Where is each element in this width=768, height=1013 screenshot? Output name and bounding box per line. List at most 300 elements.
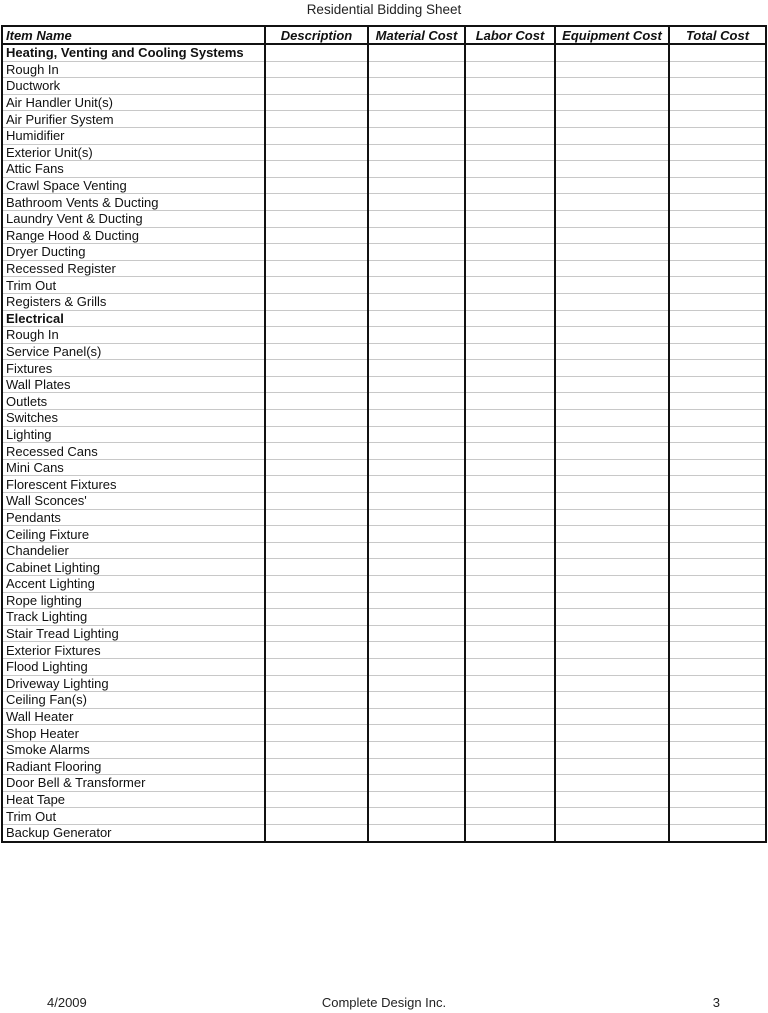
item-name-cell: Humidifier: [2, 127, 265, 144]
labor-cost-cell[interactable]: [465, 775, 555, 792]
equipment-cost-cell[interactable]: [555, 260, 669, 277]
equipment-cost-cell[interactable]: [555, 708, 669, 725]
labor-cost-cell[interactable]: [465, 410, 555, 427]
item-name-cell: Air Purifier System: [2, 111, 265, 128]
item-name-cell: Accent Lighting: [2, 576, 265, 593]
description-cell[interactable]: [265, 244, 368, 261]
equipment-cost-cell[interactable]: [555, 61, 669, 78]
total-cost-cell[interactable]: [669, 194, 766, 211]
labor-cost-cell[interactable]: [465, 592, 555, 609]
total-cost-cell[interactable]: [669, 692, 766, 709]
item-name-cell: Laundry Vent & Ducting: [2, 210, 265, 227]
total-cost-cell[interactable]: [669, 443, 766, 460]
description-cell[interactable]: [265, 791, 368, 808]
labor-cost-cell[interactable]: [465, 78, 555, 95]
equipment-cost-cell[interactable]: [555, 559, 669, 576]
material-cost-cell[interactable]: [368, 161, 465, 178]
labor-cost-cell[interactable]: [465, 161, 555, 178]
total-cost-cell[interactable]: [669, 559, 766, 576]
labor-cost-cell[interactable]: [465, 708, 555, 725]
equipment-cost-cell[interactable]: [555, 692, 669, 709]
description-cell[interactable]: [265, 194, 368, 211]
total-cost-cell[interactable]: [669, 393, 766, 410]
labor-cost-cell[interactable]: [465, 509, 555, 526]
footer-page-number: 3: [712, 995, 720, 1010]
table-row: [2, 210, 766, 227]
equipment-cost-cell[interactable]: [555, 791, 669, 808]
total-cost-cell[interactable]: [669, 310, 766, 327]
equipment-cost-cell[interactable]: [555, 609, 669, 626]
material-cost-cell[interactable]: [368, 111, 465, 128]
equipment-cost-cell[interactable]: [555, 443, 669, 460]
total-cost-cell[interactable]: [669, 642, 766, 659]
equipment-cost-cell[interactable]: [555, 44, 669, 61]
material-cost-cell[interactable]: [368, 775, 465, 792]
material-cost-cell[interactable]: [368, 675, 465, 692]
material-cost-cell[interactable]: [368, 244, 465, 261]
labor-cost-cell[interactable]: [465, 327, 555, 344]
equipment-cost-cell[interactable]: [555, 493, 669, 510]
material-cost-cell[interactable]: [368, 791, 465, 808]
total-cost-cell[interactable]: [669, 459, 766, 476]
material-cost-cell[interactable]: [368, 741, 465, 758]
material-cost-cell[interactable]: [368, 227, 465, 244]
item-name-cell: Heating, Venting and Cooling Systems: [2, 44, 265, 61]
total-cost-cell[interactable]: [669, 144, 766, 161]
description-cell[interactable]: [265, 177, 368, 194]
item-name-cell: Chandelier: [2, 542, 265, 559]
equipment-cost-cell[interactable]: [555, 161, 669, 178]
table-row: [2, 443, 766, 460]
labor-cost-cell[interactable]: [465, 791, 555, 808]
item-name-cell: Stair Tread Lighting: [2, 625, 265, 642]
total-cost-cell[interactable]: [669, 741, 766, 758]
labor-cost-cell[interactable]: [465, 144, 555, 161]
total-cost-cell[interactable]: [669, 658, 766, 675]
table-row: [2, 376, 766, 393]
equipment-cost-cell[interactable]: [555, 177, 669, 194]
material-cost-cell[interactable]: [368, 509, 465, 526]
total-cost-cell[interactable]: [669, 360, 766, 377]
total-cost-cell[interactable]: [669, 227, 766, 244]
item-name-cell: Attic Fans: [2, 161, 265, 178]
table-row: [2, 509, 766, 526]
labor-cost-cell[interactable]: [465, 343, 555, 360]
material-cost-cell[interactable]: [368, 542, 465, 559]
description-cell[interactable]: [265, 559, 368, 576]
table-row: [2, 293, 766, 310]
description-cell[interactable]: [265, 592, 368, 609]
description-cell[interactable]: [265, 642, 368, 659]
material-cost-cell[interactable]: [368, 658, 465, 675]
item-name-cell: Mini Cans: [2, 459, 265, 476]
labor-cost-cell[interactable]: [465, 459, 555, 476]
table-row: [2, 260, 766, 277]
item-name-cell: Wall Heater: [2, 708, 265, 725]
total-cost-cell[interactable]: [669, 758, 766, 775]
material-cost-cell[interactable]: [368, 758, 465, 775]
labor-cost-cell[interactable]: [465, 642, 555, 659]
description-cell[interactable]: [265, 111, 368, 128]
total-cost-cell[interactable]: [669, 210, 766, 227]
material-cost-cell[interactable]: [368, 476, 465, 493]
labor-cost-cell[interactable]: [465, 625, 555, 642]
equipment-cost-cell[interactable]: [555, 741, 669, 758]
labor-cost-cell[interactable]: [465, 443, 555, 460]
table-row: [2, 127, 766, 144]
description-cell[interactable]: [265, 161, 368, 178]
material-cost-cell[interactable]: [368, 177, 465, 194]
item-name-cell: Lighting: [2, 426, 265, 443]
column-header-equipment-cost: Equipment Cost: [555, 26, 669, 44]
material-cost-cell[interactable]: [368, 260, 465, 277]
labor-cost-cell[interactable]: [465, 658, 555, 675]
item-name-cell: Driveway Lighting: [2, 675, 265, 692]
equipment-cost-cell[interactable]: [555, 459, 669, 476]
labor-cost-cell[interactable]: [465, 493, 555, 510]
total-cost-cell[interactable]: [669, 61, 766, 78]
equipment-cost-cell[interactable]: [555, 642, 669, 659]
item-name-cell: Wall Sconces': [2, 493, 265, 510]
equipment-cost-cell[interactable]: [555, 725, 669, 742]
material-cost-cell[interactable]: [368, 376, 465, 393]
table-row: [2, 775, 766, 792]
labor-cost-cell[interactable]: [465, 725, 555, 742]
material-cost-cell[interactable]: [368, 708, 465, 725]
table-row: [2, 493, 766, 510]
item-name-cell: Service Panel(s): [2, 343, 265, 360]
description-cell[interactable]: [265, 410, 368, 427]
labor-cost-cell[interactable]: [465, 393, 555, 410]
item-name-cell: Recessed Cans: [2, 443, 265, 460]
total-cost-cell[interactable]: [669, 410, 766, 427]
material-cost-cell[interactable]: [368, 592, 465, 609]
equipment-cost-cell[interactable]: [555, 824, 669, 841]
material-cost-cell[interactable]: [368, 559, 465, 576]
column-header-material-cost: Material Cost: [368, 26, 465, 44]
labor-cost-cell[interactable]: [465, 559, 555, 576]
material-cost-cell[interactable]: [368, 343, 465, 360]
equipment-cost-cell[interactable]: [555, 244, 669, 261]
total-cost-cell[interactable]: [669, 576, 766, 593]
total-cost-cell[interactable]: [669, 161, 766, 178]
labor-cost-cell[interactable]: [465, 194, 555, 211]
equipment-cost-cell[interactable]: [555, 576, 669, 593]
item-name-cell: Air Handler Unit(s): [2, 94, 265, 111]
total-cost-cell[interactable]: [669, 244, 766, 261]
equipment-cost-cell[interactable]: [555, 293, 669, 310]
labor-cost-cell[interactable]: [465, 376, 555, 393]
description-cell[interactable]: [265, 542, 368, 559]
description-cell[interactable]: [265, 94, 368, 111]
description-cell[interactable]: [265, 675, 368, 692]
material-cost-cell[interactable]: [368, 526, 465, 543]
total-cost-cell[interactable]: [669, 824, 766, 841]
equipment-cost-cell[interactable]: [555, 808, 669, 825]
description-cell[interactable]: [265, 509, 368, 526]
item-name-cell: Trim Out: [2, 808, 265, 825]
equipment-cost-cell[interactable]: [555, 658, 669, 675]
material-cost-cell[interactable]: [368, 61, 465, 78]
total-cost-cell[interactable]: [669, 509, 766, 526]
labor-cost-cell[interactable]: [465, 111, 555, 128]
equipment-cost-cell[interactable]: [555, 393, 669, 410]
table-row: [2, 576, 766, 593]
total-cost-cell[interactable]: [669, 791, 766, 808]
labor-cost-cell[interactable]: [465, 824, 555, 841]
description-cell[interactable]: [265, 293, 368, 310]
description-cell[interactable]: [265, 708, 368, 725]
total-cost-cell[interactable]: [669, 476, 766, 493]
labor-cost-cell[interactable]: [465, 576, 555, 593]
material-cost-cell[interactable]: [368, 194, 465, 211]
labor-cost-cell[interactable]: [465, 692, 555, 709]
item-name-cell: Heat Tape: [2, 791, 265, 808]
equipment-cost-cell[interactable]: [555, 526, 669, 543]
equipment-cost-cell[interactable]: [555, 210, 669, 227]
description-cell[interactable]: [265, 526, 368, 543]
labor-cost-cell[interactable]: [465, 741, 555, 758]
table-row: [2, 161, 766, 178]
total-cost-cell[interactable]: [669, 343, 766, 360]
total-cost-cell[interactable]: [669, 327, 766, 344]
total-cost-cell[interactable]: [669, 260, 766, 277]
description-cell[interactable]: [265, 808, 368, 825]
item-name-cell: Door Bell & Transformer: [2, 775, 265, 792]
material-cost-cell[interactable]: [368, 459, 465, 476]
labor-cost-cell[interactable]: [465, 360, 555, 377]
equipment-cost-cell[interactable]: [555, 758, 669, 775]
description-cell[interactable]: [265, 127, 368, 144]
labor-cost-cell[interactable]: [465, 609, 555, 626]
material-cost-cell[interactable]: [368, 78, 465, 95]
description-cell[interactable]: [265, 493, 368, 510]
footer-company: Complete Design Inc.: [321, 995, 447, 1010]
equipment-cost-cell[interactable]: [555, 94, 669, 111]
labor-cost-cell[interactable]: [465, 426, 555, 443]
material-cost-cell[interactable]: [368, 44, 465, 61]
labor-cost-cell[interactable]: [465, 61, 555, 78]
column-header-labor-cost: Labor Cost: [465, 26, 555, 44]
item-name-cell: Outlets: [2, 393, 265, 410]
description-cell[interactable]: [265, 758, 368, 775]
item-name-cell: Trim Out: [2, 277, 265, 294]
table-row: [2, 327, 766, 344]
description-cell[interactable]: [265, 360, 368, 377]
total-cost-cell[interactable]: [669, 426, 766, 443]
description-cell[interactable]: [265, 144, 368, 161]
equipment-cost-cell[interactable]: [555, 376, 669, 393]
labor-cost-cell[interactable]: [465, 542, 555, 559]
labor-cost-cell[interactable]: [465, 675, 555, 692]
item-name-cell: Radiant Flooring: [2, 758, 265, 775]
equipment-cost-cell[interactable]: [555, 194, 669, 211]
item-name-cell: Shop Heater: [2, 725, 265, 742]
equipment-cost-cell[interactable]: [555, 675, 669, 692]
description-cell[interactable]: [265, 459, 368, 476]
equipment-cost-cell[interactable]: [555, 277, 669, 294]
description-cell[interactable]: [265, 376, 368, 393]
description-cell[interactable]: [265, 78, 368, 95]
material-cost-cell[interactable]: [368, 493, 465, 510]
item-name-cell: Pendants: [2, 509, 265, 526]
equipment-cost-cell[interactable]: [555, 476, 669, 493]
labor-cost-cell[interactable]: [465, 808, 555, 825]
column-header-total-cost: Total Cost: [669, 26, 766, 44]
description-cell[interactable]: [265, 393, 368, 410]
labor-cost-cell[interactable]: [465, 227, 555, 244]
labor-cost-cell[interactable]: [465, 758, 555, 775]
material-cost-cell[interactable]: [368, 94, 465, 111]
item-name-cell: Ceiling Fan(s): [2, 692, 265, 709]
equipment-cost-cell[interactable]: [555, 625, 669, 642]
material-cost-cell[interactable]: [368, 824, 465, 841]
equipment-cost-cell[interactable]: [555, 127, 669, 144]
item-name-cell: Exterior Unit(s): [2, 144, 265, 161]
total-cost-cell[interactable]: [669, 592, 766, 609]
equipment-cost-cell[interactable]: [555, 227, 669, 244]
equipment-cost-cell[interactable]: [555, 592, 669, 609]
total-cost-cell[interactable]: [669, 808, 766, 825]
bidding-table: [1, 25, 767, 843]
total-cost-cell[interactable]: [669, 376, 766, 393]
item-name-cell: Florescent Fixtures: [2, 476, 265, 493]
total-cost-cell[interactable]: [669, 111, 766, 128]
material-cost-cell[interactable]: [368, 210, 465, 227]
equipment-cost-cell[interactable]: [555, 310, 669, 327]
equipment-cost-cell[interactable]: [555, 343, 669, 360]
material-cost-cell[interactable]: [368, 443, 465, 460]
material-cost-cell[interactable]: [368, 310, 465, 327]
table-row: [2, 244, 766, 261]
material-cost-cell[interactable]: [368, 725, 465, 742]
material-cost-cell[interactable]: [368, 625, 465, 642]
equipment-cost-cell[interactable]: [555, 78, 669, 95]
material-cost-cell[interactable]: [368, 277, 465, 294]
item-name-cell: Electrical: [2, 310, 265, 327]
description-cell[interactable]: [265, 260, 368, 277]
description-cell[interactable]: [265, 227, 368, 244]
labor-cost-cell[interactable]: [465, 310, 555, 327]
description-cell[interactable]: [265, 44, 368, 61]
total-cost-cell[interactable]: [669, 293, 766, 310]
description-cell[interactable]: [265, 625, 368, 642]
total-cost-cell[interactable]: [669, 609, 766, 626]
total-cost-cell[interactable]: [669, 775, 766, 792]
total-cost-cell[interactable]: [669, 78, 766, 95]
description-cell[interactable]: [265, 692, 368, 709]
total-cost-cell[interactable]: [669, 725, 766, 742]
labor-cost-cell[interactable]: [465, 476, 555, 493]
table-row: [2, 111, 766, 128]
item-name-cell: Cabinet Lighting: [2, 559, 265, 576]
material-cost-cell[interactable]: [368, 127, 465, 144]
table-row: [2, 642, 766, 659]
material-cost-cell[interactable]: [368, 293, 465, 310]
total-cost-cell[interactable]: [669, 127, 766, 144]
description-cell[interactable]: [265, 775, 368, 792]
equipment-cost-cell[interactable]: [555, 542, 669, 559]
item-name-cell: Range Hood & Ducting: [2, 227, 265, 244]
description-cell[interactable]: [265, 277, 368, 294]
total-cost-cell[interactable]: [669, 493, 766, 510]
equipment-cost-cell[interactable]: [555, 509, 669, 526]
total-cost-cell[interactable]: [669, 542, 766, 559]
labor-cost-cell[interactable]: [465, 44, 555, 61]
table-row: [2, 78, 766, 95]
material-cost-cell[interactable]: [368, 642, 465, 659]
description-cell[interactable]: [265, 426, 368, 443]
labor-cost-cell[interactable]: [465, 94, 555, 111]
table-row: [2, 194, 766, 211]
labor-cost-cell[interactable]: [465, 210, 555, 227]
total-cost-cell[interactable]: [669, 625, 766, 642]
labor-cost-cell[interactable]: [465, 260, 555, 277]
labor-cost-cell[interactable]: [465, 244, 555, 261]
equipment-cost-cell[interactable]: [555, 410, 669, 427]
equipment-cost-cell[interactable]: [555, 360, 669, 377]
material-cost-cell[interactable]: [368, 426, 465, 443]
material-cost-cell[interactable]: [368, 410, 465, 427]
equipment-cost-cell[interactable]: [555, 111, 669, 128]
equipment-cost-cell[interactable]: [555, 327, 669, 344]
equipment-cost-cell[interactable]: [555, 775, 669, 792]
material-cost-cell[interactable]: [368, 609, 465, 626]
description-cell[interactable]: [265, 824, 368, 841]
total-cost-cell[interactable]: [669, 44, 766, 61]
labor-cost-cell[interactable]: [465, 127, 555, 144]
material-cost-cell[interactable]: [368, 360, 465, 377]
labor-cost-cell[interactable]: [465, 526, 555, 543]
equipment-cost-cell[interactable]: [555, 426, 669, 443]
description-cell[interactable]: [265, 443, 368, 460]
item-name-cell: Exterior Fixtures: [2, 642, 265, 659]
labor-cost-cell[interactable]: [465, 293, 555, 310]
description-cell[interactable]: [265, 210, 368, 227]
table-row: [2, 393, 766, 410]
table-row: [2, 476, 766, 493]
column-header-description: Description: [265, 26, 368, 44]
description-cell[interactable]: [265, 327, 368, 344]
labor-cost-cell[interactable]: [465, 177, 555, 194]
total-cost-cell[interactable]: [669, 708, 766, 725]
total-cost-cell[interactable]: [669, 94, 766, 111]
total-cost-cell[interactable]: [669, 177, 766, 194]
material-cost-cell[interactable]: [368, 808, 465, 825]
material-cost-cell[interactable]: [368, 393, 465, 410]
item-name-cell: Bathroom Vents & Ducting: [2, 194, 265, 211]
description-cell[interactable]: [265, 343, 368, 360]
material-cost-cell[interactable]: [368, 144, 465, 161]
material-cost-cell[interactable]: [368, 576, 465, 593]
description-cell[interactable]: [265, 576, 368, 593]
material-cost-cell[interactable]: [368, 692, 465, 709]
total-cost-cell[interactable]: [669, 675, 766, 692]
description-cell[interactable]: [265, 741, 368, 758]
total-cost-cell[interactable]: [669, 277, 766, 294]
description-cell[interactable]: [265, 725, 368, 742]
equipment-cost-cell[interactable]: [555, 144, 669, 161]
material-cost-cell[interactable]: [368, 327, 465, 344]
description-cell[interactable]: [265, 476, 368, 493]
description-cell[interactable]: [265, 310, 368, 327]
total-cost-cell[interactable]: [669, 526, 766, 543]
description-cell[interactable]: [265, 658, 368, 675]
description-cell[interactable]: [265, 61, 368, 78]
labor-cost-cell[interactable]: [465, 277, 555, 294]
description-cell[interactable]: [265, 609, 368, 626]
table-row: [2, 625, 766, 642]
